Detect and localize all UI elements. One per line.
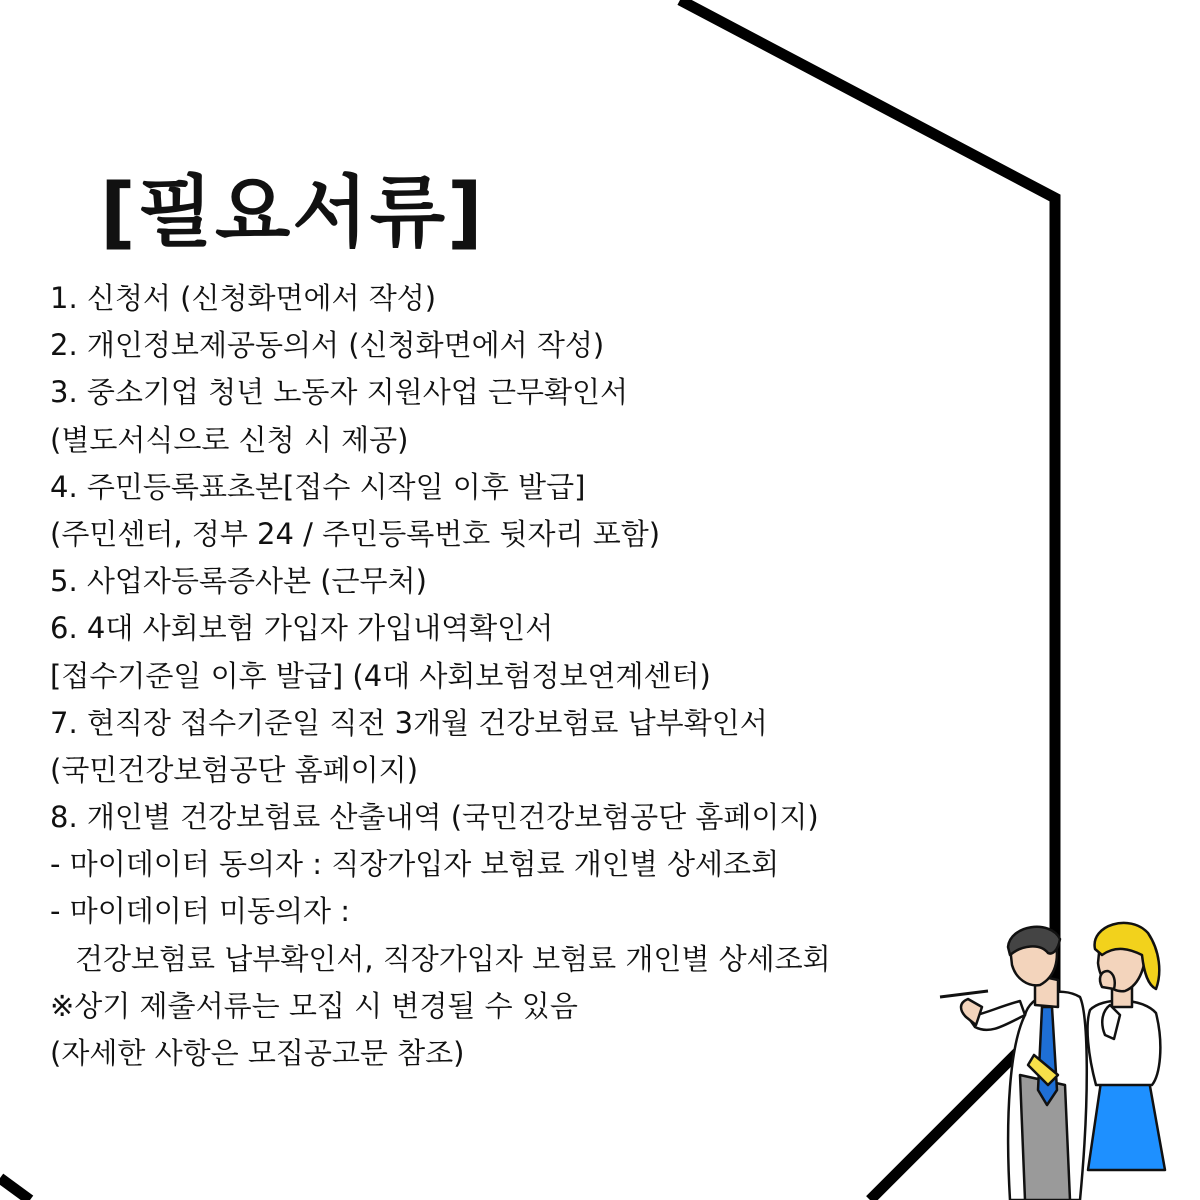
list-item: [접수기준일 이후 발급] (4대 사회보험정보연계센터) <box>50 658 711 693</box>
list-item: (자세한 사항은 모집공고문 참조) <box>50 1036 465 1070</box>
list-item: 1. 신청서 (신청화면에서 작성) <box>50 281 437 315</box>
list-item: - 마이데이터 미동의자 : <box>50 894 351 929</box>
list-item: 7. 현직장 접수기준일 직전 3개월 건강보험료 납부확인서 <box>50 705 768 740</box>
required-documents-list <box>50 275 970 1077</box>
list-item: 건강보험료 납부확인서, 직장가입자 보험료 개인별 상세조회 <box>75 941 831 976</box>
list-item: (국민건강보험공단 홈페이지) <box>50 752 419 787</box>
list-item: 5. 사업자등록증사본 (근무처) <box>50 564 427 599</box>
list-item: 4. 주민등록표초본[접수 시작일 이후 발급] <box>50 469 586 504</box>
woman-figure <box>1088 923 1165 1170</box>
business-people-illustration <box>930 915 1200 1200</box>
list-item: ※상기 제출서류는 모집 시 변경될 수 있음 <box>50 988 578 1023</box>
list-item: 6. 4대 사회보험 가입자 가입내역확인서 <box>50 611 554 646</box>
list-item: 2. 개인정보제공동의서 (신청화면에서 작성) <box>50 328 605 363</box>
list-item: - 마이데이터 동의자 : 직장가입자 보험료 개인별 상세조회 <box>50 847 780 882</box>
list-item: 3. 중소기업 청년 노동자 지원사업 근무확인서 <box>50 375 629 410</box>
list-item: (별도서식으로 신청 시 제공) <box>50 422 409 457</box>
list-item: (주민센터, 정부 24 / 주민등록번호 뒷자리 포함) <box>50 516 661 551</box>
man-figure <box>940 927 1087 1200</box>
list-item: 8. 개인별 건강보험료 산출내역 (국민건강보험공단 홈페이지) <box>50 800 819 835</box>
page-title: [필요서류] <box>100 168 485 258</box>
